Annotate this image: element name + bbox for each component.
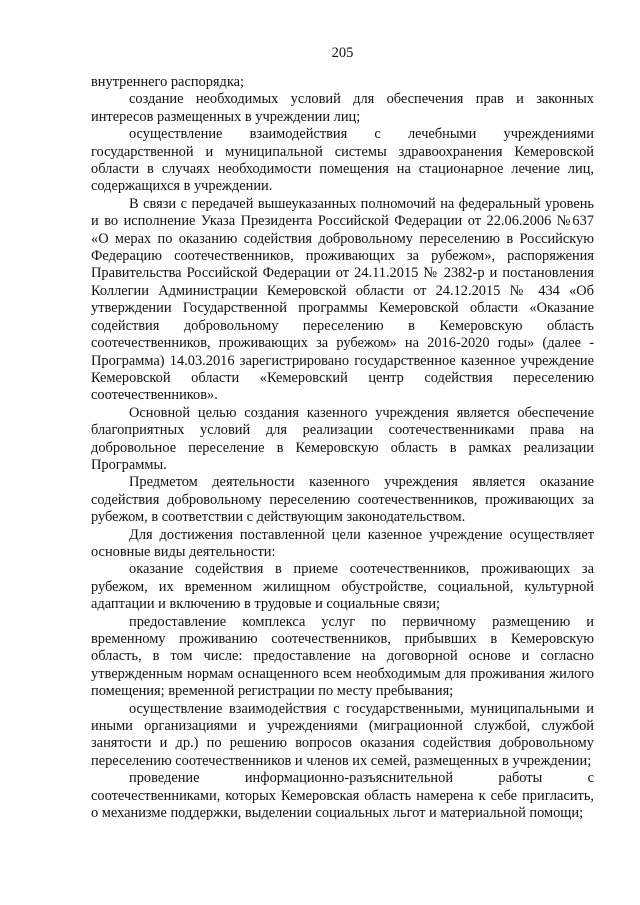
paragraph-6: Предметом деятельности казенного учреждения является оказание содействия добровольному переселению соотечественников, проживающих за рубежом, в соответствии с действующим законодательством. (91, 474, 594, 526)
paragraph-7: Для достижения поставленной цели казенное учреждение осуществляет основные виды деятельности: (91, 526, 594, 560)
paragraph-10: осуществление взаимодействия с государственными, муниципальными и иными организациями и учреждениями (миграционной службой, службой занятости и др.) по решению вопросов оказания содействия добровольному переселению соотечественников и членов их семей, размещенных в учреждении; (91, 700, 594, 769)
paragraph-2: создание необходимых условий для обеспечения прав и законных интересов размещенных в учреждении лиц; (91, 91, 594, 125)
paragraph-9: предоставление комплекса услуг по первичному размещению и временному проживанию соотечественников, прибывших в Кемеровскую область, в том числе: предоставление на договорной основе и согласно утвержденным нормам оснащенного всем необходимым для проживания жилого помещения; временной регистрации по месту пребывания; (91, 613, 594, 700)
paragraph-8: оказание содействия в приеме соотечественников, проживающих за рубежом, их временном жилищном обустройстве, социальной, культурной адаптации и включению в трудовые и социальные связи; (91, 561, 594, 613)
paragraph-4: В связи с передачей вышеуказанных полномочий на федеральный уровень и во исполнение Указа Президента Российской Федерации от 22.06.2006 №637 «О мерах по оказанию содействия добровольному переселению в Российскую Федерацию соотечественников, проживающих за рубежом», распоряжения Правительства Российской Федерации от 24.11.2015 № 2382-р и постановления Коллегии Администрации Кемеровской области от 24.12.2015 № 434 «Об утверждении Государственной программы Кемеровской области «Оказание содействия добровольному переселению в Кемеровскую область соотечественников, проживающих за рубежом» на 2016-2020 годы» (далее - Программа) 14.03.2016 зарегистрировано государственное казенное учреждение Кемеровской области «Кемеровский центр содействия переселению соотечественников». (91, 195, 594, 404)
page-number: 205 (331, 45, 354, 61)
paragraph-11: проведение информационно-разъяснительной работы с соотечественниками, которых Кемеровская область намерена к себе пригласить, о механизме поддержки, выделении социальных льгот и материальной помощи; (91, 770, 594, 822)
paragraph-5: Основной целью создания казенного учреждения является обеспечение благоприятных условий для реализации соотечественниками права на добровольное переселение в Кемеровскую область в рамках реализации Программы. (91, 404, 594, 473)
paragraph-3: осуществление взаимодействия с лечебными учреждениями государственной и муниципальной системы здравоохранения Кемеровской области в случаях необходимости помещения на стационарное лечение лиц, содержащихся в учреждении. (91, 126, 594, 195)
paragraph-1: внутреннего распорядка; (91, 74, 245, 90)
